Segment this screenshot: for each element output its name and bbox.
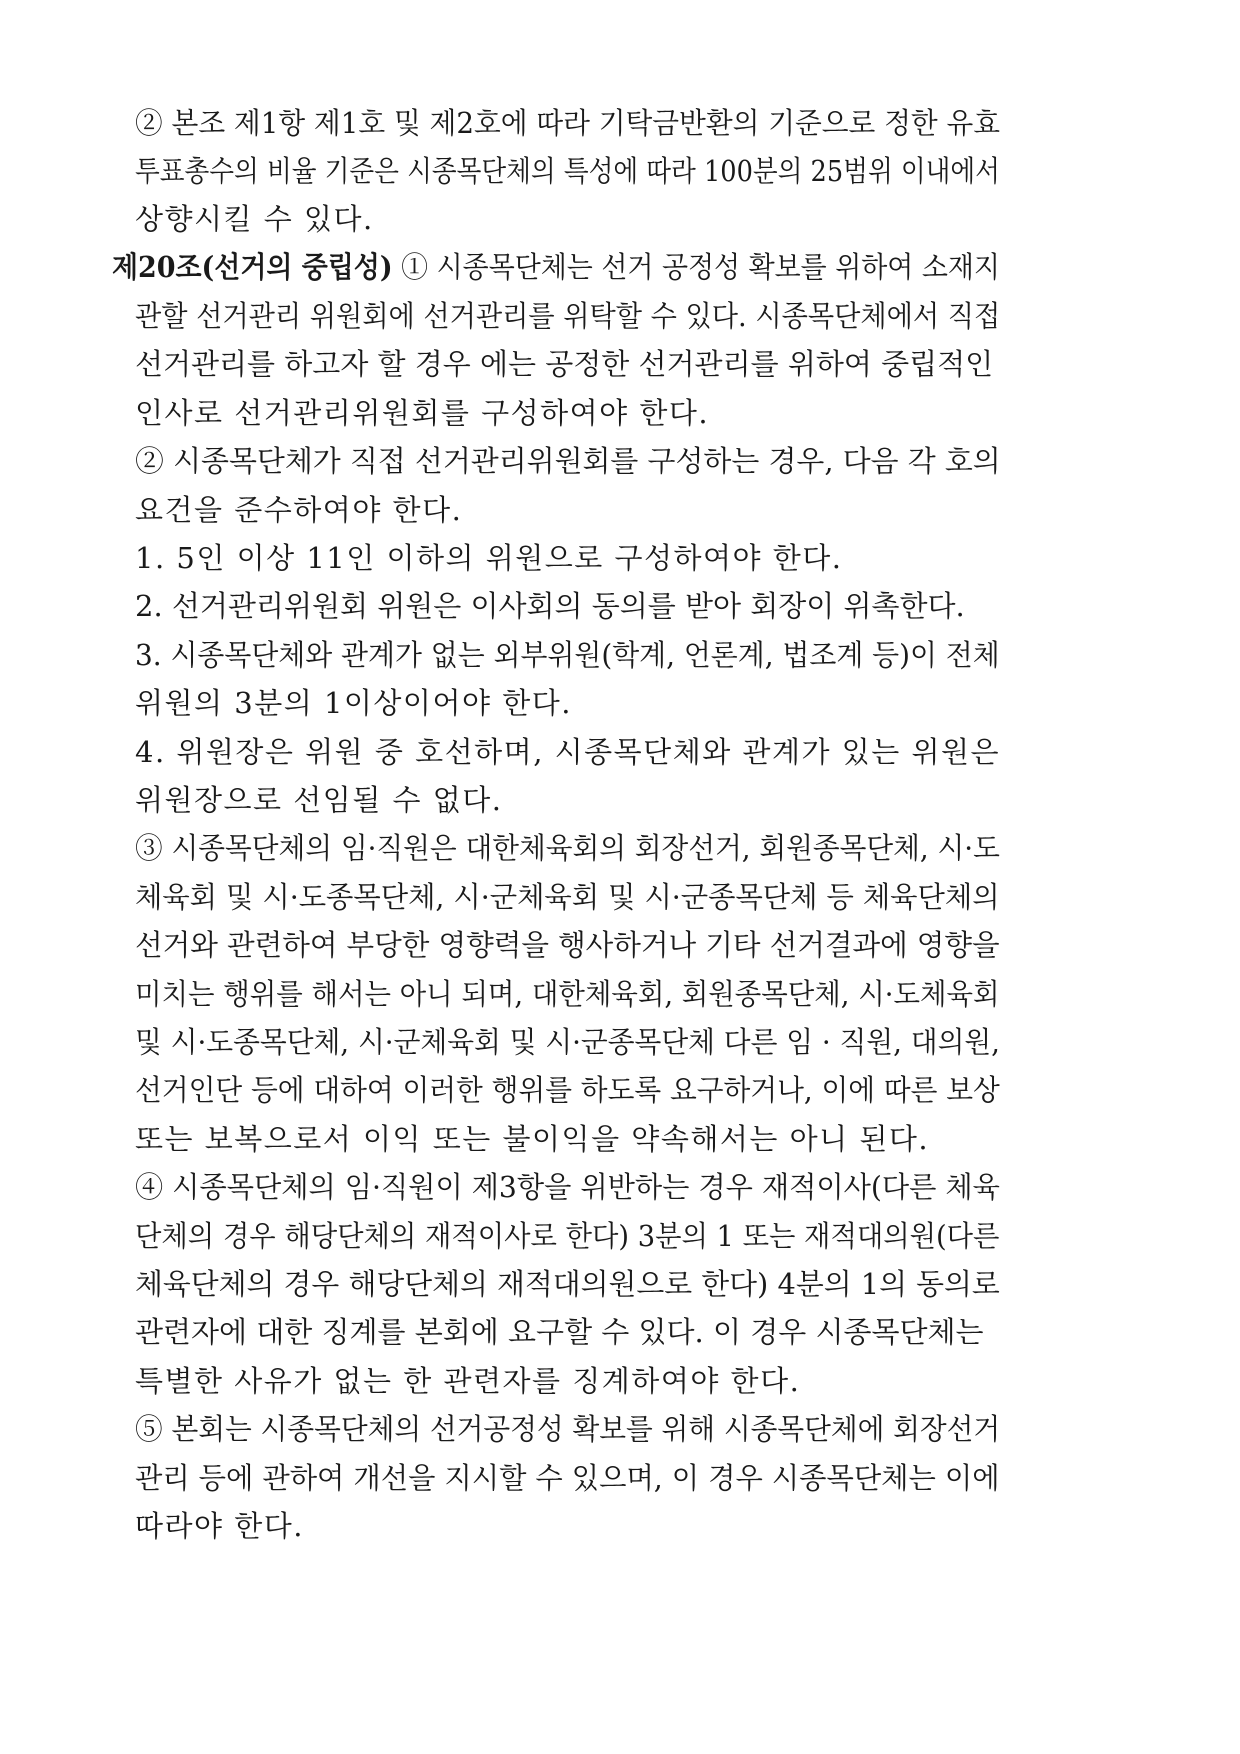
list-item: 3. 시종목단체와 관계가 없는 외부위원(학계, 언론계, 법조계 등)이 전체 <box>135 638 1000 672</box>
text-line: 위원의 3분의 1이상이어야 한다. <box>135 686 572 720</box>
text-line: 미치는 행위를 해서는 아니 되며, 대한체육회, 회원종목단체, 시·도체육회 <box>135 977 1000 1011</box>
list-item: 4. 위원장은 위원 중 호선하며, 시종목단체와 관계가 있는 위원은 <box>135 735 1000 769</box>
text-line: 요건을 준수하여야 한다. <box>135 493 463 527</box>
text-line: 선거관리를 하고자 할 경우 에는 공정한 선거관리를 위하여 중립적인 <box>135 347 994 381</box>
list-item: 1. 5인 이상 11인 이하의 위원으로 구성하여야 한다. <box>135 541 843 575</box>
text-line: 특별한 사유가 없는 한 관련자를 징계하여야 한다. <box>135 1364 801 1398</box>
article-heading: 제20조(선거의 중립성) <box>112 250 393 284</box>
text-line: 위원장으로 선임될 수 없다. <box>135 783 503 817</box>
text-line: 상향시킬 수 있다. <box>135 202 374 236</box>
text-line: 관리 등에 관하여 개선을 지시할 수 있으며, 이 경우 시종목단체는 이에 <box>135 1461 1000 1495</box>
text-line: 따라야 한다. <box>135 1509 305 1543</box>
text-line: ④ 시종목단체의 임·직원이 제3항을 위반하는 경우 재적이사(다른 체육 <box>135 1170 1000 1204</box>
list-item: 2. 선거관리위원회 위원은 이사회의 동의를 받아 회장이 위촉한다. <box>135 589 965 623</box>
text-line: ① 시종목단체는 선거 공정성 확보를 위하여 소재지 <box>392 250 1000 284</box>
text-line: ② 시종목단체가 직접 선거관리위원회를 구성하는 경우, 다음 각 호의 <box>135 444 1001 478</box>
text-line: 체육회 및 시·도종목단체, 시·군체육회 및 시·군종목단체 등 체육단체의 <box>135 880 1000 914</box>
text-line: ③ 시종목단체의 임·직원은 대한체육회의 회장선거, 회원종목단체, 시·도 <box>135 831 1000 865</box>
text-line: 선거인단 등에 대하여 이러한 행위를 하도록 요구하거나, 이에 따른 보상 <box>135 1073 1000 1107</box>
text-line: 체육단체의 경우 해당단체의 재적대의원으로 한다) 4분의 1의 동의로 <box>135 1267 1000 1301</box>
text-line: 및 시·도종목단체, 시·군체육회 및 시·군종목단체 다른 임 · 직원, 대의원, <box>135 1025 1001 1059</box>
text-line: 관련자에 대한 징계를 본회에 요구할 수 있다. 이 경우 시종목단체는 <box>135 1315 984 1349</box>
text-line: 선거와 관련하여 부당한 영향력을 행사하거나 기타 선거결과에 영향을 <box>135 928 1000 962</box>
text-line: ② 본조 제1항 제1호 및 제2호에 따라 기탁금반환의 기준으로 정한 유효 <box>135 106 1001 140</box>
text-line: ⑤ 본회는 시종목단체의 선거공정성 확보를 위해 시종목단체에 회장선거 <box>135 1412 1001 1446</box>
text-line: 관할 선거관리 위원회에 선거관리를 위탁할 수 있다. 시종목단체에서 직접 <box>135 299 1001 333</box>
text-line: 단체의 경우 해당단체의 재적이사로 한다) 3분의 1 또는 재적대의원(다른 <box>135 1219 1000 1253</box>
article-20-first-line <box>112 247 1000 287</box>
text-line: 또는 보복으로서 이익 또는 불이익을 약속해서는 아니 된다. <box>135 1122 930 1156</box>
text-line: 인사로 선거관리위원회를 구성하여야 한다. <box>135 396 710 430</box>
text-line: 투표총수의 비율 기준은 시종목단체의 특성에 따라 100분의 25범위 이내에서 <box>135 154 1000 188</box>
